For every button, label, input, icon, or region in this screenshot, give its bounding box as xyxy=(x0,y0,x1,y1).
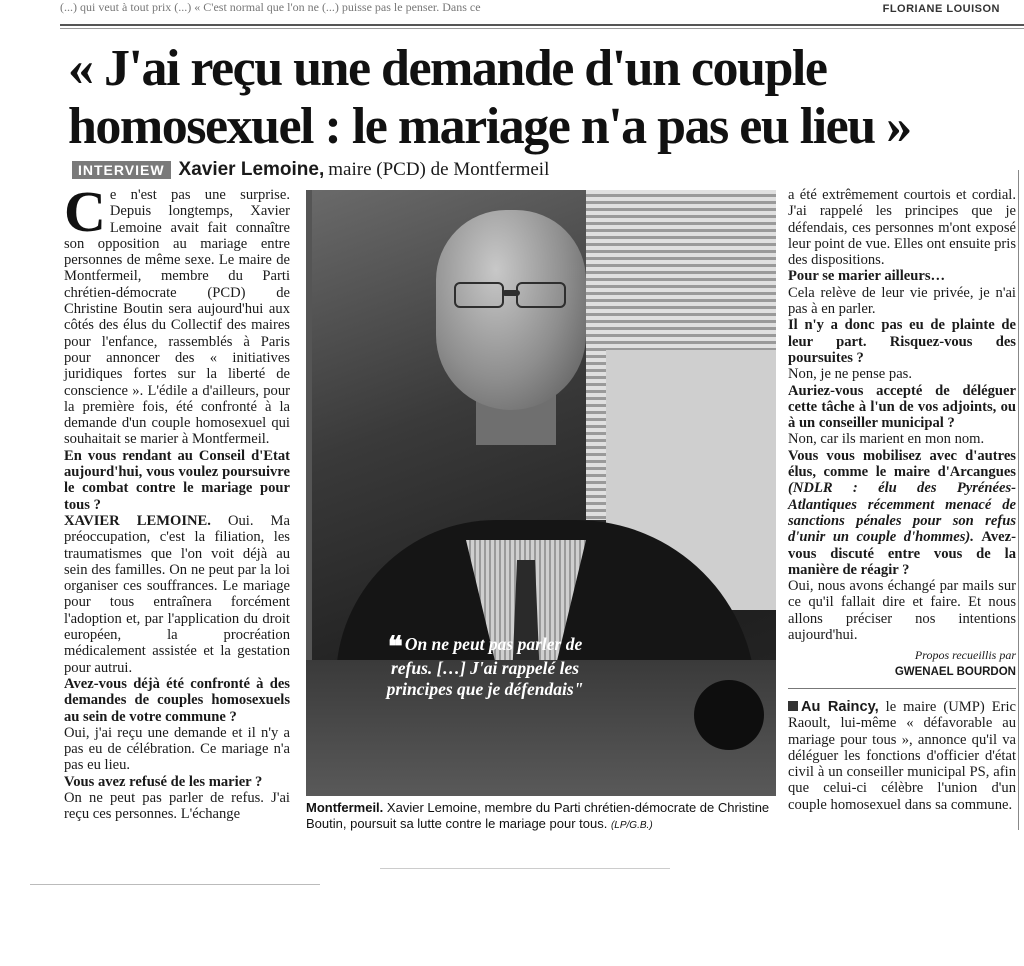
question-7 xyxy=(788,448,1016,578)
editor-note: (NDLR : élu des Pyrénées-Atlantiques récemment menacé de sanctions pénales pour son refus d'unir un couple d'hommes). xyxy=(788,480,1016,546)
raincy-brief xyxy=(788,699,1016,813)
interview-tag: INTERVIEW xyxy=(72,161,171,179)
article-column-right xyxy=(788,187,1016,813)
answer-3-continued: a été extrêmement courtois et cordial. J'ai rappelé les principes que je défendais, ces personnes m'ont exposé leur point de vue. Elles ont ensuite pris des dispositions. xyxy=(788,187,1016,269)
answer-7: Oui, nous avons échangé par mails sur ce qu'il fallait dire et faire. Et nous allons préciser nos intentions aujourd'hui. xyxy=(788,578,1016,644)
square-bullet-icon xyxy=(788,701,798,711)
photo-head xyxy=(436,210,586,410)
answer-5: Non, je ne pense pas. xyxy=(788,366,913,383)
article-column-left xyxy=(64,179,290,823)
answer-1 xyxy=(64,513,290,676)
brief-text: le maire (UMP) Eric Raoult, lui-même « défavorable au mariage pour tous », annonce qu'il va déléguer les fonctions d'officier d'état civil à un conseiller municipal PS, afin que celui-ci célèbre l'union d'un couple homosexuel dans sa commune. xyxy=(788,698,1016,813)
right-column-rule xyxy=(1018,170,1019,830)
answer-speaker: XAVIER LEMOINE. xyxy=(64,512,211,529)
intro-paragraph xyxy=(64,179,290,448)
top-rule-thin xyxy=(60,28,1024,29)
photo-microphone xyxy=(694,680,764,750)
answer-1-text: Oui. Ma préoccupation, c'est la filiation, les traumatismes que l'on voit déjà au sein des familles. On ne peut par la loi organiser ces souffrances. Le mariage pour tous entraînera forcément l'adoption et, par l'application du droit européen, la procréation médicalement assistée et la gestation pour autrui. xyxy=(64,512,290,676)
top-rule xyxy=(60,24,1024,26)
photo-credit: (LP/G.B.) xyxy=(610,820,653,831)
question-4: Pour se marier ailleurs… xyxy=(788,268,946,285)
portrait-photo xyxy=(306,190,776,796)
question-7-part-b: Avez-vous discuté entre vous de la manière de réagir ? xyxy=(788,529,1016,578)
photo-glasses xyxy=(454,282,572,308)
intro-text: e n'est pas une surprise. Depuis longtemps, Xavier Lemoine avait fait connaître son opposition au mariage entre personnes de même sexe. Le maire de Montfermeil, membre du Parti chrétien-démocrate (PCD) de Christine Boutin sera aujourd'hui aux côtés des élus du Collectif des maires pour l'enfance, rassemblés à Paris pour annoncer des « initiatives juridiques fortes sur la liberté de conscience ». L'édile a d'ailleurs, pour la première fois, été confronté à la demande d'un couple homosexuel qui souhaitait se marier à Montfermeil. xyxy=(64,187,290,448)
answer-2: Oui, j'ai reçu une demande et il n'y a pas eu de célébration. Ce mariage n'a pas eu lieu. xyxy=(64,724,290,774)
photo-caption xyxy=(306,800,776,834)
interviewer-name: GWENAEL BOURDON xyxy=(894,665,1016,678)
headline-line-1: « J'ai reçu une demande d'un couple xyxy=(68,40,827,97)
answer-4: Cela relève de leur vie privée, je n'ai pas à en parler. xyxy=(788,284,1016,318)
interviewee-name: Xavier Lemoine, xyxy=(178,159,325,180)
scan-artifact-line xyxy=(30,884,320,885)
question-3: Vous avez refusé de les marier ? xyxy=(64,773,263,790)
question-2: Avez-vous déjà été confronté à des demandes de couples homosexuels au sein de votre commune ? xyxy=(64,675,290,725)
interviewee-title: maire (PCD) de Montfermeil xyxy=(328,159,550,180)
brief-lead: Au Raincy, xyxy=(801,698,879,715)
answer-6: Non, car ils marient en mon nom. xyxy=(788,431,985,448)
answer-3: On ne peut pas parler de refus. J'ai reçu ces personnes. L'échange xyxy=(64,789,290,823)
headline xyxy=(68,40,1018,156)
question-7-part-a: Vous vous mobilisez avec d'autres élus, comme le maire d'Arcangues xyxy=(788,447,1016,481)
drop-cap: C xyxy=(64,179,106,244)
brief-separator xyxy=(788,688,1016,689)
previous-article-author: FLORIANE LOUISON xyxy=(882,3,1000,15)
scan-artifact-line xyxy=(380,868,670,869)
pull-quote-text: On ne peut pas parler de refus. […] J'ai rappelé les principes que je défendais" xyxy=(386,634,584,699)
interview-signoff: Propos recueillis par xyxy=(914,648,1016,663)
quote-mark-icon: ❝ xyxy=(387,632,403,663)
kicker xyxy=(72,159,549,181)
question-1: En vous rendant au Conseil d'Etat aujourd'hui, vous voulez poursuivre le combat contre le mariage pour tous ? xyxy=(64,447,290,513)
caption-text: Xavier Lemoine, membre du Parti chrétien-démocrate de Christine Boutin, poursuit sa lutte contre le mariage pour tous. xyxy=(306,800,770,831)
caption-lead: Montfermeil. xyxy=(306,800,384,815)
headline-line-2: homosexuel : le mariage n'a pas eu lieu » xyxy=(68,98,911,155)
previous-article-fragment: (...) qui veut à tout prix (...) « C'est normal que l'on ne (...) puisse pas le penser. Dans ce xyxy=(60,0,481,14)
question-6: Auriez-vous accepté de déléguer cette tâche à l'un de vos adjoints, ou à un conseiller municipal ? xyxy=(788,382,1016,432)
pull-quote xyxy=(370,634,600,700)
question-5: Il n'y a donc pas eu de plainte de leur part. Risquez-vous des poursuites ? xyxy=(788,317,1016,366)
